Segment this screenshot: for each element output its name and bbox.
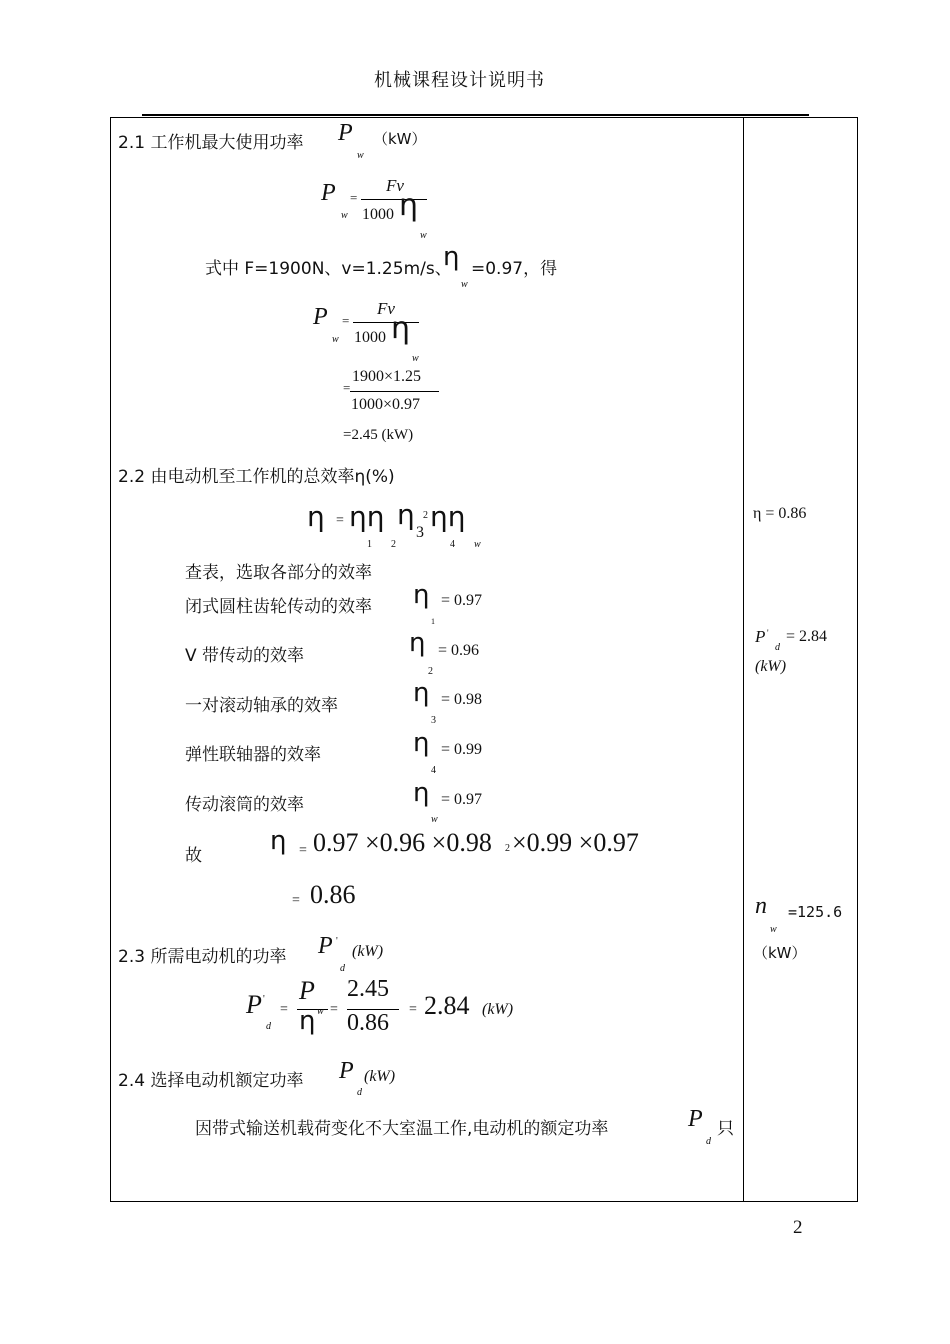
item-drum-eta: η bbox=[413, 778, 430, 808]
item-coupling-value: = 0.99 bbox=[441, 741, 483, 758]
item-bearing-sub: 3 bbox=[431, 715, 436, 726]
pd-prime-sub: d bbox=[340, 963, 345, 974]
side-nw-sub: w bbox=[770, 924, 777, 935]
pd-rated-sub: d bbox=[357, 1087, 362, 1098]
pw-subscript: w bbox=[357, 150, 364, 161]
formula3-numerator: 1900×1.25 bbox=[352, 368, 422, 385]
item-vbelt-sub: 2 bbox=[428, 666, 433, 677]
formula1-denominator: 1000 bbox=[362, 206, 394, 223]
pd-formula-eq1: = bbox=[280, 1002, 288, 1017]
pd-prime-symbol: P bbox=[318, 933, 333, 959]
total-result-eq: = bbox=[292, 893, 300, 908]
side-pd-value: = 2.84 bbox=[786, 628, 828, 645]
lookup-text: 查表，选取各部分的效率 bbox=[185, 563, 372, 583]
side-pd-prime: ' bbox=[767, 628, 769, 638]
total-calc-eta: η bbox=[270, 826, 287, 856]
pd-formula-lhs: P bbox=[246, 990, 262, 1019]
pd-formula-result: 2.84 bbox=[424, 991, 470, 1020]
item-gear-sub: 1 bbox=[431, 617, 435, 626]
pd-formula-prime: ' bbox=[263, 994, 265, 1005]
item-gear-eta: η bbox=[413, 580, 430, 610]
table-border-right bbox=[857, 117, 858, 1201]
item-drum-value: = 0.97 bbox=[441, 791, 483, 808]
pd-formula-lhs-sub: d bbox=[266, 1021, 271, 1032]
side-pd-unit: (kW) bbox=[755, 658, 787, 675]
item-drum-sub: w bbox=[431, 814, 438, 825]
header-rule bbox=[142, 114, 809, 116]
formula3-bar bbox=[350, 391, 439, 392]
side-pd-symbol: P bbox=[755, 627, 766, 646]
item-coupling-sub: 4 bbox=[431, 765, 436, 776]
table-border-bottom bbox=[110, 1201, 858, 1202]
side-nw-unit: （kW） bbox=[753, 944, 807, 962]
item-drum-label: 传动滚筒的效率 bbox=[185, 795, 304, 815]
item-coupling-eta: η bbox=[413, 728, 430, 758]
formula3-result: =2.45 (kW) bbox=[343, 427, 414, 443]
total-calc-tail: ×0.99 ×0.97 bbox=[512, 828, 639, 857]
section-2-3-heading: 2.3 所需电动机的功率 bbox=[118, 947, 287, 967]
pd-formula-num-sub: w bbox=[317, 1006, 324, 1017]
item-bearing-value: = 0.98 bbox=[441, 691, 483, 708]
efficiency-sub-w: w bbox=[474, 539, 481, 550]
side-eta-result: η = 0.86 bbox=[753, 505, 807, 522]
table-column-divider bbox=[743, 117, 744, 1201]
item-vbelt-eta: η bbox=[409, 628, 426, 658]
rated-power-symbol: P bbox=[688, 1106, 703, 1132]
section-2-1-unit: （kW） bbox=[373, 130, 427, 148]
section-2-3-unit: (kW) bbox=[352, 943, 384, 960]
item-bearing-label: 一对滚动轴承的效率 bbox=[185, 696, 338, 716]
rated-power-paragraph: 因带式输送机载荷变化不大室温工作,电动机的额定功率 bbox=[195, 1119, 609, 1139]
section-2-4-heading: 2.4 选择电动机额定功率 bbox=[118, 1071, 304, 1091]
efficiency-sub-1: 1 bbox=[367, 539, 372, 550]
pd-rated-symbol: P bbox=[339, 1058, 354, 1084]
formula1-eta: η bbox=[399, 188, 419, 223]
formula2-numerator: Fv bbox=[377, 299, 395, 318]
item-gear-value: = 0.97 bbox=[441, 592, 483, 609]
rated-power-sub: d bbox=[706, 1136, 711, 1147]
section-2-2-heading: 2.2 由电动机至工作机的总效率η(%) bbox=[118, 467, 395, 487]
pw-symbol: P bbox=[338, 120, 353, 146]
pd-formula-den2: 0.86 bbox=[347, 1010, 389, 1036]
given-values-text: 式中 F=1900N、v=1.25m/s、 bbox=[205, 259, 452, 279]
formula1-eq: = bbox=[350, 190, 358, 205]
item-gear-label: 闭式圆柱齿轮传动的效率 bbox=[185, 597, 372, 617]
rated-power-tail: 只 bbox=[717, 1119, 734, 1139]
table-border-left bbox=[110, 117, 111, 1201]
total-result: 0.86 bbox=[310, 880, 356, 909]
efficiency-formula-eta3: η bbox=[397, 498, 415, 531]
section-2-4-unit: (kW) bbox=[364, 1068, 396, 1085]
item-vbelt-value: = 0.96 bbox=[438, 642, 480, 659]
formula2-eq: = bbox=[342, 313, 350, 328]
total-calc-eq: = bbox=[299, 843, 307, 858]
side-pd-sub: d bbox=[775, 642, 780, 653]
formula2-denominator: 1000 bbox=[354, 329, 386, 346]
item-coupling-label: 弹性联轴器的效率 bbox=[185, 745, 321, 765]
pd-formula-unit: (kW) bbox=[482, 1001, 514, 1018]
pd-formula-den: η bbox=[299, 1006, 316, 1036]
formula1-lhs-sub: w bbox=[341, 210, 348, 221]
pd-formula-eq3: = bbox=[409, 1002, 417, 1017]
efficiency-sub-2: 2 bbox=[391, 539, 396, 550]
given-eta: η bbox=[443, 242, 460, 272]
formula1-eta-sub: w bbox=[420, 230, 427, 241]
formula2-lhs-sub: w bbox=[332, 334, 339, 345]
formula1-numerator: Fv bbox=[386, 176, 404, 195]
side-nw-value: =125.6 bbox=[788, 903, 843, 921]
total-calc-expression: 0.97 ×0.96 ×0.98 bbox=[313, 828, 492, 857]
section-2-1-heading: 2.1 工作机最大使用功率 bbox=[118, 133, 304, 153]
efficiency-formula-square: 2 bbox=[423, 510, 428, 521]
so-label: 故 bbox=[185, 846, 202, 866]
pd-prime-mark: ' bbox=[336, 936, 338, 947]
efficiency-formula-lhs: η bbox=[307, 500, 325, 533]
formula2-lhs: P bbox=[313, 304, 328, 330]
table-border-top bbox=[110, 117, 858, 118]
page-title: 机械课程设计说明书 bbox=[374, 70, 545, 91]
page-number: 2 bbox=[793, 1217, 803, 1238]
formula3-eq: = bbox=[343, 380, 351, 395]
efficiency-sub-4: 4 bbox=[450, 539, 455, 550]
item-vbelt-label: V 带传动的效率 bbox=[185, 646, 305, 666]
formula2-eta-sub: w bbox=[412, 353, 419, 364]
efficiency-sub-3: 3 bbox=[416, 524, 424, 541]
total-calc-square: 2 bbox=[505, 843, 510, 854]
pd-formula-eq2: = bbox=[330, 1002, 338, 1017]
pd-formula-num: P bbox=[299, 976, 315, 1005]
formula1-lhs: P bbox=[321, 180, 336, 206]
pd-formula-num2: 2.45 bbox=[347, 976, 389, 1002]
efficiency-formula-eq: = bbox=[336, 513, 344, 528]
side-nw-symbol: n bbox=[755, 893, 767, 919]
efficiency-formula-chain: ηη bbox=[349, 500, 385, 533]
given-eta-sub: w bbox=[461, 279, 468, 290]
given-values-tail: =0.97，得 bbox=[471, 259, 558, 279]
formula2-eta: η bbox=[391, 311, 411, 346]
efficiency-formula-tail: ηη bbox=[430, 500, 466, 533]
item-bearing-eta: η bbox=[413, 678, 430, 708]
formula3-denominator: 1000×0.97 bbox=[351, 396, 421, 413]
